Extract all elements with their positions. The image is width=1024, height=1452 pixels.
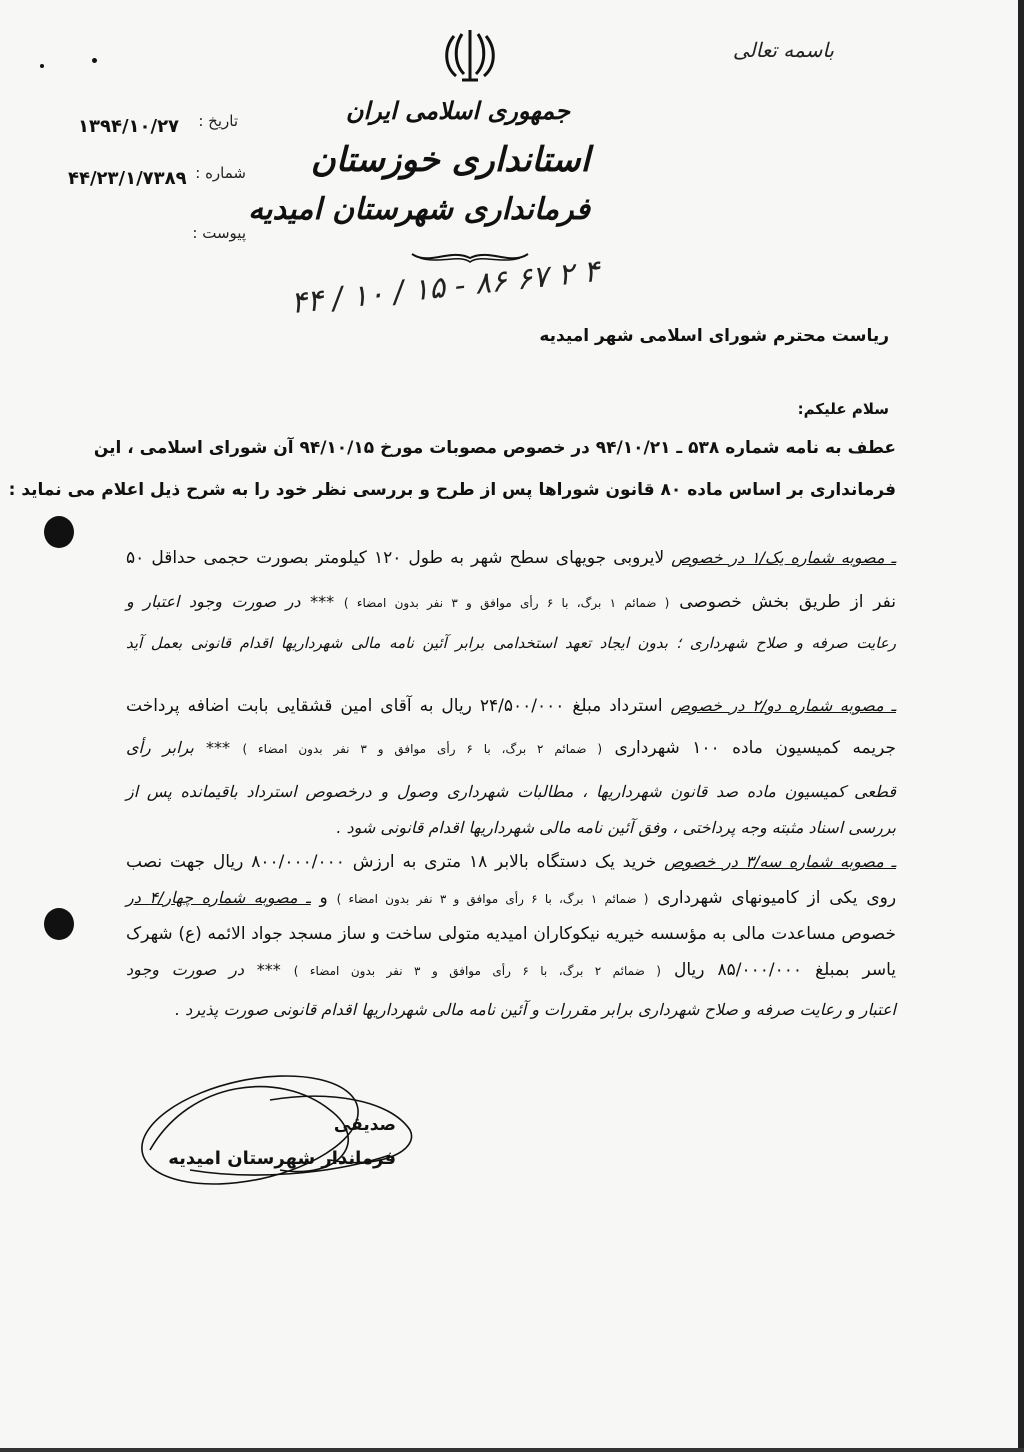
- item4-heading: ـ مصوبه شماره چهار/۴ در: [126, 888, 311, 907]
- item2-line-1: [126, 696, 896, 716]
- bismillah-text: باسمه تعالی: [732, 38, 834, 62]
- item3-line-5: اعتبار و رعایت صرفه و صلاح شهرداری برابر مقررات و آئین نامه مالی شهرداریها اقدام قانونی صورت پذیرد .: [174, 1000, 896, 1019]
- item3-line-1: [126, 852, 896, 872]
- item1-text-2a: نفر از طریق بخش خصوصی: [679, 592, 897, 612]
- item1-line-1: [126, 548, 896, 568]
- item2-text-2a: جریمه کمیسیون ماده ۱۰۰ شهرداری: [614, 738, 897, 758]
- item3-line-3: خصوص مساعدت مالی به مؤسسه خیریه نیکوکاران امیدیه متولی ساخت و ساز مسجد جواد الائمه (ع) شهرک: [126, 924, 896, 944]
- number-label: شماره :: [195, 164, 246, 182]
- item3-line-4: [126, 960, 896, 980]
- item1-line-2: [126, 592, 896, 612]
- handwritten-registration-note: ۴۴ / ۱۰ / ۱۵ - ۸۶ ۶۷ ۲ ۴: [289, 253, 602, 322]
- iran-emblem-icon: [440, 26, 500, 84]
- item3-text-2c: و: [319, 888, 328, 908]
- scan-edge-right: [1018, 0, 1024, 1452]
- item2-attachments: ( ضمائم ۲ برگ، با ۶ رأی موافق و ۳ نفر بدون امضاء ): [242, 742, 603, 756]
- item2-text-1: استرداد مبلغ ۲۴/۵۰۰/۰۰۰ ریال به آقای امین قشقایی بابت اضافه پرداخت: [126, 696, 663, 716]
- header-line-republic: جمهوری اسلامی ایران: [345, 96, 570, 125]
- header-line-county: فرمانداری شهرستان امیدیه: [248, 192, 590, 227]
- item4-text-amount: یاسر بمبلغ ۸۵/۰۰۰/۰۰۰ ریال: [673, 960, 897, 980]
- item3-heading: ـ مصوبه شماره سه/۳ در خصوص: [664, 852, 897, 871]
- intro-line-2: فرمانداری بر اساس ماده ۸۰ قانون شوراها پس از طرح و بررسی نظر خود را به شرح ذیل اعلام می نماید :: [8, 480, 896, 500]
- date-value: ۱۳۹۴/۱۰/۲۷: [78, 116, 180, 137]
- item3-text-2a: روی یکی از کامیونهای شهرداری: [657, 888, 897, 908]
- scan-speck: [40, 64, 44, 68]
- item3-text-1: خرید یک دستگاه بالابر ۱۸ متری به ارزش ۸۰۰/۰۰۰/۰۰۰ ریال جهت نصب: [126, 852, 657, 872]
- item2-line-4: بررسی اسناد مثبته وجه پرداختی ، وفق آئین نامه مالی شهرداریها اقدام قانونی شود .: [336, 818, 896, 837]
- item3-attachments: ( ضمائم ۱ برگ، با ۶ رأی موافق و ۳ نفر بدون امضاء ): [336, 892, 649, 906]
- item1-text-1: لایروبی جویهای سطح شهر به طول ۱۲۰ کیلومتر بصورت حجمی حداقل ۵۰: [126, 548, 665, 568]
- punch-hole-bottom: [44, 908, 74, 940]
- item1-line-3: رعایت صرفه و صلاح شهرداری ؛ بدون ایجاد تعهد استخدامی برابر آئین نامه مالی شهرداریها اقدام قانونی بعمل آید: [126, 634, 896, 652]
- header-line-province: استانداری خوزستان: [310, 140, 590, 180]
- attachment-label: پیوست :: [192, 224, 246, 242]
- date-label: تاریخ :: [198, 112, 238, 130]
- item2-line-2: [126, 738, 896, 758]
- signatory-title: فرماندار شهرستان امیدیه: [168, 1148, 396, 1169]
- item2-text-2c: *** برابر رأی: [126, 738, 230, 757]
- punch-hole-top: [44, 516, 74, 548]
- greeting: سلام علیکم:: [797, 400, 889, 418]
- item4-attachments: ( ضمائم ۲ برگ، با ۶ رأی موافق و ۳ نفر بدون امضاء ): [293, 964, 661, 978]
- item3-line-2: [126, 888, 896, 908]
- item4-text-condition: *** در صورت وجود: [126, 960, 281, 979]
- item1-attachments: ( ضمائم ۱ برگ، با ۶ رأی موافق و ۳ نفر بدون امضاء ): [343, 596, 670, 610]
- item1-text-2c: *** در صورت وجود اعتبار و: [126, 592, 335, 611]
- signatory-name: صدیقی: [333, 1115, 396, 1135]
- item2-line-3: قطعی کمیسیون ماده صد قانون شهرداریها ، مطالبات شهرداری وصول و درخصوص استرداد باقیمانده پس از: [126, 782, 896, 801]
- scan-speck: [92, 58, 97, 63]
- number-value: ۴۴/۲۳/۱/۷۳۸۹: [68, 168, 187, 189]
- item1-heading: ـ مصوبه شماره یک/۱ در خصوص: [671, 548, 897, 567]
- item2-heading: ـ مصوبه شماره دو/۲ در خصوص: [670, 696, 897, 715]
- recipient-line: ریاست محترم شورای اسلامی شهر امیدیه: [539, 326, 889, 346]
- scan-edge-bottom: [0, 1448, 1024, 1452]
- intro-line-1: عطف به نامه شماره ۵۳۸ ـ ۹۴/۱۰/۲۱ در خصوص مصوبات مورخ ۹۴/۱۰/۱۵ آن شورای اسلامی ، این: [93, 438, 896, 458]
